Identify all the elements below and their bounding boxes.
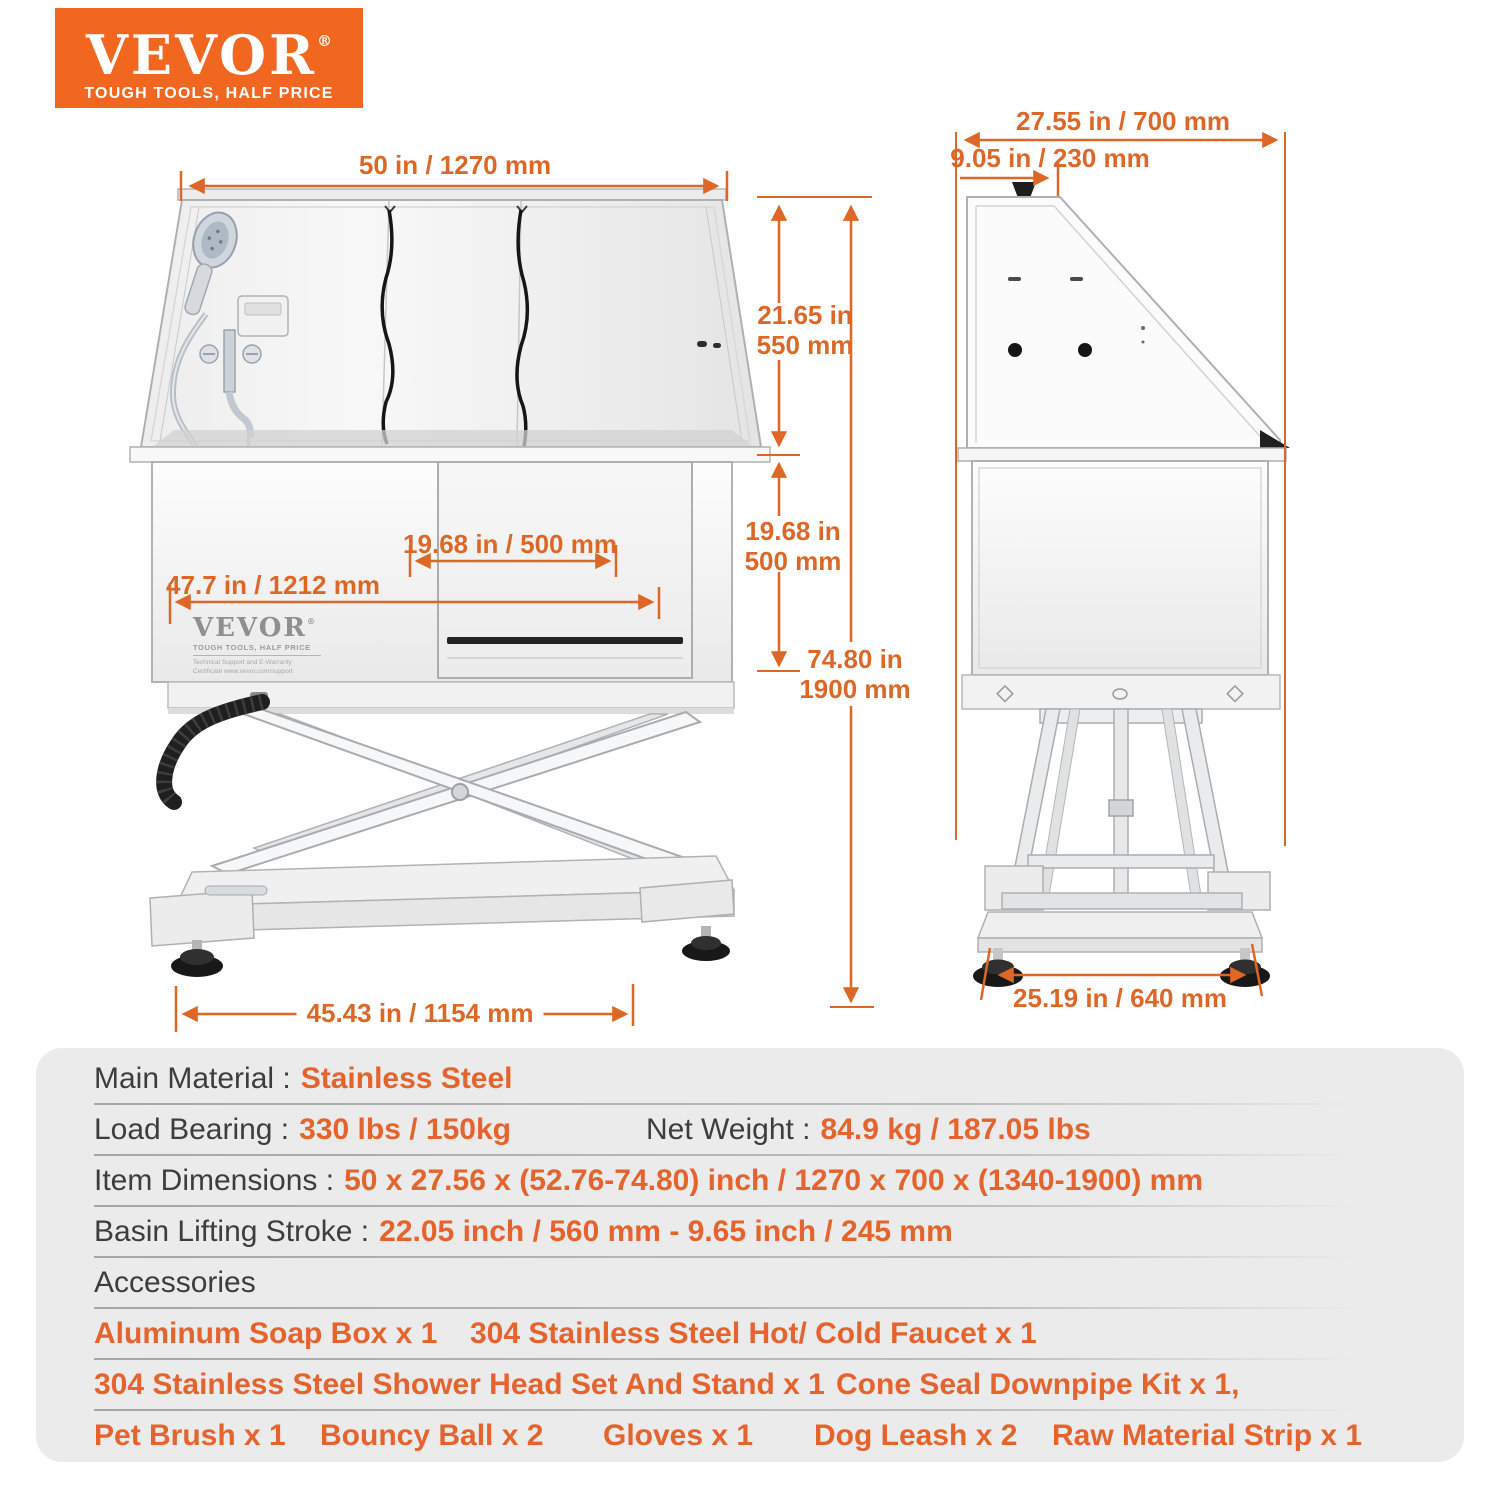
item-dimensions-label: Item Dimensions : — [94, 1163, 335, 1197]
vevor-logo-tagline: TOUGH TOOLS, HALF PRICE — [84, 85, 334, 102]
registered-mark: ® — [316, 32, 332, 50]
dim-total-height: 74.80 in 1900 mm — [799, 644, 911, 704]
spec-row-accessories-header — [94, 1258, 1424, 1307]
accessory-faucet: 304 Stainless Steel Hot/ Cold Faucet x 1 — [470, 1316, 1037, 1350]
spec-row-load-weight — [94, 1105, 1424, 1154]
adjustable-feet-front — [171, 926, 730, 977]
spec-panel — [36, 1048, 1464, 1462]
spec-row-stroke — [94, 1207, 1424, 1256]
net-weight-value: 84.9 kg / 187.05 lbs — [820, 1112, 1091, 1146]
tub-logo-plate — [193, 608, 383, 676]
accessories-label: Accessories — [94, 1265, 256, 1299]
tub-logo-smallprint: Technical Support and E-Warranty Certificate www.vevor.com/support — [193, 659, 293, 675]
accessory-material-strip: Raw Material Strip x 1 — [1052, 1418, 1363, 1452]
spec-row-accessories-1 — [94, 1309, 1424, 1358]
side-view-drawing — [958, 182, 1290, 987]
accessory-downpipe-kit: Cone Seal Downpipe Kit x 1, — [836, 1367, 1240, 1401]
tub-door — [438, 462, 692, 678]
dim-base-width: 45.43 in / 1154 mm — [297, 998, 544, 1028]
basin-stroke-label: Basin Lifting Stroke : — [94, 1214, 370, 1248]
tub-logo-tagline: TOUGH TOOLS, HALF PRICE — [193, 643, 321, 656]
basin-stroke-value: 22.05 inch / 560 mm - 9.65 inch / 245 mm — [379, 1214, 953, 1248]
adjustable-feet-side — [973, 948, 1270, 987]
main-material-value: Stainless Steel — [300, 1061, 513, 1095]
accessory-shower-head-set: 304 Stainless Steel Shower Head Set And Stand x 1 — [94, 1367, 825, 1401]
accessory-pet-brush: Pet Brush x 1 — [94, 1418, 286, 1452]
spec-row-material — [94, 1054, 1424, 1103]
accessory-bouncy-ball: Bouncy Ball x 2 — [320, 1418, 544, 1452]
net-weight-label: Net Weight : — [646, 1112, 811, 1146]
dim-tub-height: 19.68 in 500 mm — [744, 516, 842, 576]
dim-side-overall-depth: 27.55 in / 700 mm — [1016, 106, 1230, 136]
load-bearing-label: Load Bearing : — [94, 1112, 290, 1146]
accessory-gloves: Gloves x 1 — [603, 1418, 754, 1452]
spec-row-accessories-3 — [94, 1411, 1424, 1460]
load-bearing-value: 330 lbs / 150kg — [299, 1112, 511, 1146]
dim-tub-front-width: 47.7 in / 1212 mm — [166, 570, 380, 600]
net-weight-pair — [646, 1113, 1091, 1147]
dim-guard-height: 21.65 in 550 mm — [756, 300, 854, 360]
item-dimensions-value: 50 x 27.56 x (52.76-74.80) inch / 1270 x 700 x (1340-1900) mm — [344, 1163, 1203, 1197]
scissor-lift — [212, 706, 708, 876]
dim-door-width: 19.68 in / 500 mm — [403, 529, 617, 559]
dim-side-base-depth: 25.19 in / 640 mm — [1013, 983, 1227, 1013]
tub-logo-wordmark: VEVOR® — [193, 613, 317, 643]
accessory-soap-box: Aluminum Soap Box x 1 — [94, 1316, 438, 1350]
spec-row-accessories-2 — [94, 1360, 1424, 1409]
accessory-dog-leash: Dog Leash x 2 — [814, 1418, 1018, 1452]
main-material-label: Main Material : — [94, 1061, 291, 1095]
spec-row-dimensions — [94, 1156, 1424, 1205]
dim-side-top-depth: 9.05 in / 230 mm — [950, 143, 1150, 173]
vevor-logo-wordmark: VEVOR® — [86, 23, 332, 87]
dim-front-top-width: 50 in / 1270 mm — [358, 150, 552, 180]
